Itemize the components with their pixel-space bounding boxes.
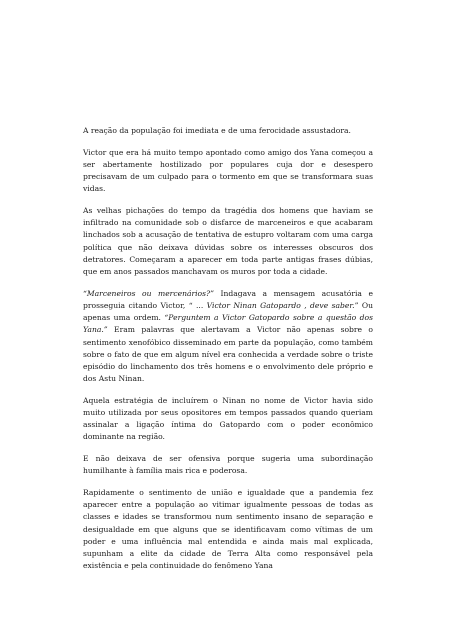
paragraph-text: ” Ou apenas uma ordem. — [83, 300, 373, 323]
quote-perguntem: “Perguntem a Victor Gatopardo sobre a questão dos Yana.” — [83, 313, 373, 335]
paragraph-6 — [83, 453, 373, 477]
paragraph-4 — [83, 288, 373, 386]
paragraph-text: Victor que era há muito tempo apontado como amigo dos Yana começou a ser abertamente hostilizado por populares cuja dor e desespero precisavam de um culpado para o tormento em que se transformara suas vidas. — [83, 147, 373, 194]
paragraph-2 — [83, 147, 373, 196]
quote-marceneiros: “Marceneiros ou mercenários?” — [83, 288, 214, 298]
paragraph-text: Indagava a mensagem acusatória e prosseguia citando Victor, “ ... — [83, 288, 373, 310]
paragraph-text: Aquela estratégia de incluírem o Ninan no nome de Victor havia sido muito utilizada por seus opositores em tempos passados quando queriam assinalar a ligação íntima do Gatopardo com o poder econômico dominante na região. — [83, 395, 373, 442]
paragraph-7 — [83, 487, 373, 572]
paragraph-5 — [83, 395, 373, 444]
quote-victor-ninan: Victor Ninan Gatopardo , deve saber. — [206, 300, 355, 310]
paragraph-text: Eram palavras que alertavam a Victor não apenas sobre o sentimento xenofóbico disseminado em parte da população, como também sobre o fato de que em algum nível era conhecida a verdade sobre o triste episódio do linchamento dos três homens e o envolvimento dele próprio e dos Astu Ninan. — [83, 325, 373, 384]
paragraph-3 — [83, 205, 373, 278]
paragraph-1 — [83, 125, 373, 137]
paragraph-text: A reação da população foi imediata e de uma ferocidade assustadora. — [83, 126, 351, 135]
document-page — [83, 125, 373, 582]
paragraph-text: E não deixava de ser ofensiva porque sugeria uma subordinação humilhante à família mais rica e poderosa. — [83, 454, 373, 476]
paragraph-text: As velhas pichações do tempo da tragédia dos homens que haviam se infiltrado na comunidade sob o disfarce de marceneiros e que acabaram linchados sob a acusação de tentativa de estupro voltaram com uma carga política que não deixava dúvidas sobre os interesses obscuros dos detratores. Começaram a aparecer em toda parte antigas frases dúbias, que em anos passados manchavam os muros por toda a cidade. — [83, 206, 373, 277]
paragraph-text: Rapidamente o sentimento de união e igualdade que a pandemia fez aparecer entre a população ao vitimar igualmente pessoas de todas as classes e idades se transformou num sentimento insano de separação e desigualdade em que alguns que se identificavam como vítimas de um poder e uma influência mal entendida e ainda mais mal explicada, supunham a elite da cidade de Terra Alta como responsável pela existência e pela continuidade do fenômeno Yana — [83, 488, 373, 571]
